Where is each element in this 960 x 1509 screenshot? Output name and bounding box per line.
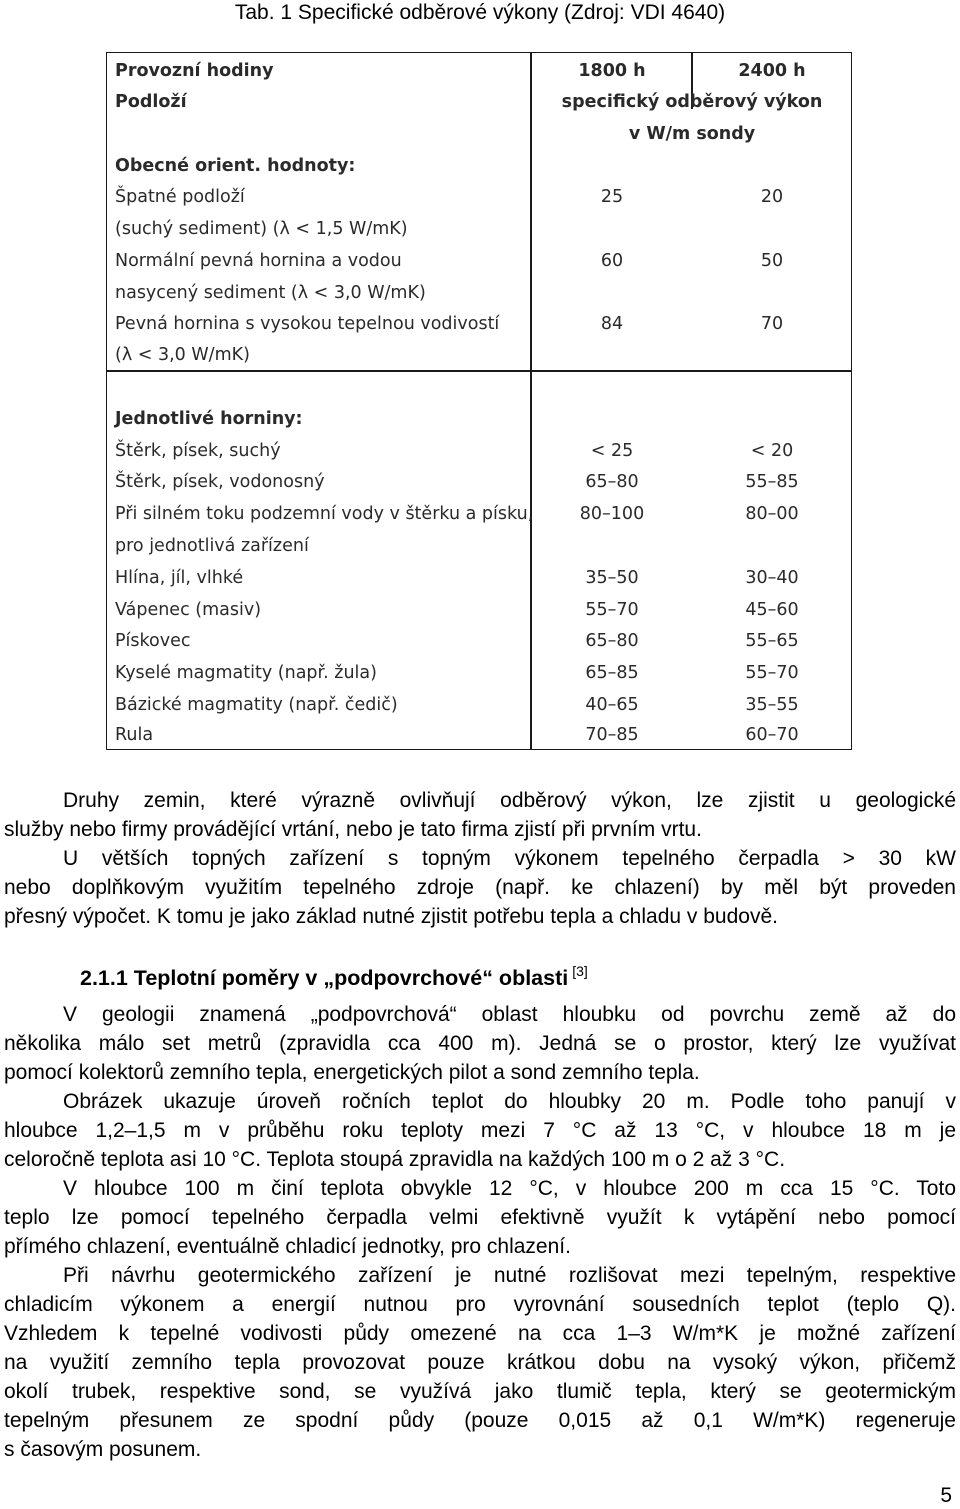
header-operating-hours: Provozní hodiny	[115, 61, 274, 81]
rock-row-value-2400: 55–70	[745, 663, 799, 683]
header-1800h: 1800 h	[578, 61, 646, 81]
text-line: tepelným přesunem ze spodní půdy (pouze 0,015 až 0,1 W/m*K) regeneruje	[4, 1409, 956, 1432]
rock-row-value-2400: 35–55	[745, 695, 799, 715]
rock-row-label-cont: pro jednotlivá zařízení	[115, 536, 309, 556]
rock-row-value-2400: 60–70	[745, 725, 799, 745]
heat-extraction-table	[106, 52, 852, 750]
general-row-value-1800: 60	[600, 251, 624, 271]
text-line: nebo doplňkovým využitím tepelného zdroje (např. ke chlazení) by měl být proveden	[4, 876, 956, 899]
rock-row-label: Vápenec (masiv)	[115, 600, 262, 620]
general-row-label-cont: (suchý sediment) (λ < 1,5 W/mK)	[115, 219, 408, 239]
section-heading-ref: [3]	[572, 963, 588, 979]
section-title-general: Obecné orient. hodnoty:	[115, 156, 356, 176]
rock-row-label: Štěrk, písek, suchý	[115, 441, 281, 461]
text-line: U větších topných zařízení s topným výkonem tepelného čerpadla > 30 kW	[63, 847, 956, 870]
rock-row-label: Hlína, jíl, vlhké	[115, 568, 244, 588]
rock-row-value-1800: 40–65	[585, 695, 639, 715]
header-subsoil: Podloží	[115, 92, 187, 112]
rock-row-label: Kyselé magmatity (např. žula)	[115, 663, 377, 683]
general-row-value-1800: 25	[600, 187, 624, 207]
rock-row-value-1800: 65–80	[585, 472, 639, 492]
text-line: hloubce 1,2–1,5 m v průběhu roku teploty mezi 7 °C až 13 °C, v hloubce 18 m je	[4, 1119, 956, 1142]
rock-row-value-2400: 55–85	[745, 472, 799, 492]
general-row-label: Normální pevná hornina a vodou	[115, 251, 402, 271]
text-line: okolí trubek, respektive sond, se využívá jako tlumič tepla, který se geotermickým	[4, 1380, 956, 1403]
text-line: Při návrhu geotermického zařízení je nutné rozlišovat mezi tepelným, respektive	[63, 1264, 956, 1287]
rock-row-value-2400: < 20	[750, 441, 794, 461]
section-heading-text: 2.1.1 Teplotní poměry v „podpovrchové“ oblasti	[80, 966, 569, 990]
rock-row-value-1800: 65–85	[585, 663, 639, 683]
text-line: Druhy zemin, které výrazně ovlivňují odběrový výkon, lze zjistit u geologické	[63, 789, 956, 812]
paragraph-soil-types	[4, 786, 956, 931]
rock-row-value-1800: 55–70	[585, 600, 639, 620]
header-unit: v W/m sondy	[628, 124, 756, 144]
rock-row-label: Rula	[115, 725, 154, 745]
text-line: Obrázek ukazuje úroveň ročních teplot do hloubky 20 m. Podle toho panují v	[63, 1090, 956, 1113]
general-row-label-cont: nasycený sediment (λ < 3,0 W/mK)	[115, 283, 426, 303]
rock-row-label: Pískovec	[115, 631, 191, 651]
general-row-label: Špatné podloží	[115, 187, 245, 207]
text-line: V hloubce 100 m činí teplota obvykle 12 °C, v hloubce 200 m cca 15 °C. Toto	[63, 1177, 956, 1200]
general-row-value-2400: 20	[760, 187, 784, 207]
rock-row-label: Bázické magmatity (např. čedič)	[115, 695, 398, 715]
rock-row-value-2400: 30–40	[745, 568, 799, 588]
rock-row-value-1800: 70–85	[585, 725, 639, 745]
general-row-value-2400: 70	[760, 314, 784, 334]
section-heading	[80, 956, 588, 993]
text-line: pomocí kolektorů zemního tepla, energetických pilot a sond zemního tepla.	[4, 1061, 700, 1084]
general-row-value-1800: 84	[600, 314, 624, 334]
text-line: Vzhledem k tepelné vodivosti půdy omezené na cca 1–3 W/m*K je možné zařízení	[4, 1322, 956, 1345]
text-line: přesný výpočet. K tomu je jako základ nutné zjistit potřebu tepla a chladu v budově.	[4, 905, 778, 928]
page-number: 5	[940, 1484, 952, 1507]
header-2400h: 2400 h	[738, 61, 806, 81]
rock-row-value-2400: 80–00	[745, 504, 799, 524]
section-title-rocks: Jednotlivé horniny:	[115, 409, 303, 429]
paragraph-subsurface	[4, 1000, 956, 1464]
general-row-label: Pevná hornina s vysokou tepelnou vodivostí	[115, 314, 500, 334]
rock-row-value-1800: < 25	[590, 441, 634, 461]
text-line: na využití zemního tepla provozovat pouze krátkou dobu na vysoký výkon, přičemž	[4, 1351, 956, 1374]
text-line: s časovým posunem.	[4, 1438, 202, 1461]
rock-row-value-2400: 45–60	[745, 600, 799, 620]
rock-row-label: Při silném toku podzemní vody v štěrku a písku,	[115, 504, 534, 524]
table-divider	[107, 370, 851, 372]
rock-row-value-1800: 65–80	[585, 631, 639, 651]
text-line: celoročně teplota asi 10 °C. Teplota stoupá zpravidla na každých 100 m o 2 až 3 °C.	[4, 1148, 786, 1171]
rock-row-value-1800: 80–100	[579, 504, 645, 524]
text-line: několika málo set metrů (zpravidla cca 400 m). Jedná se o prostor, který lze využívat	[4, 1032, 956, 1055]
text-line: V geologii znamená „podpovrchová“ oblast hloubku od povrchu země až do	[63, 1003, 956, 1026]
rock-row-value-1800: 35–50	[585, 568, 639, 588]
text-line: teplo lze pomocí tepelného čerpadla velmi efektivně využít k vytápění nebo pomocí	[4, 1206, 956, 1229]
text-line: přímého chlazení, eventuálně chladicí jednotky, pro chlazení.	[4, 1235, 571, 1258]
text-line: služby nebo firmy provádějící vrtání, nebo je tato firma zjistí při prvním vrtu.	[4, 818, 702, 841]
table-caption: Tab. 1 Specifické odběrové výkony (Zdroj: VDI 4640)	[234, 1, 726, 24]
rock-row-value-2400: 55–65	[745, 631, 799, 651]
general-row-label-cont: (λ < 3,0 W/mK)	[115, 345, 250, 365]
rock-row-label: Štěrk, písek, vodonosný	[115, 472, 325, 492]
header-specific-output: specifický odběrový výkon	[561, 92, 823, 112]
general-row-value-2400: 50	[760, 251, 784, 271]
text-line: chladicím výkonem a energií nutnou pro vyrovnání sousedních teplot (teplo Q).	[4, 1293, 956, 1316]
